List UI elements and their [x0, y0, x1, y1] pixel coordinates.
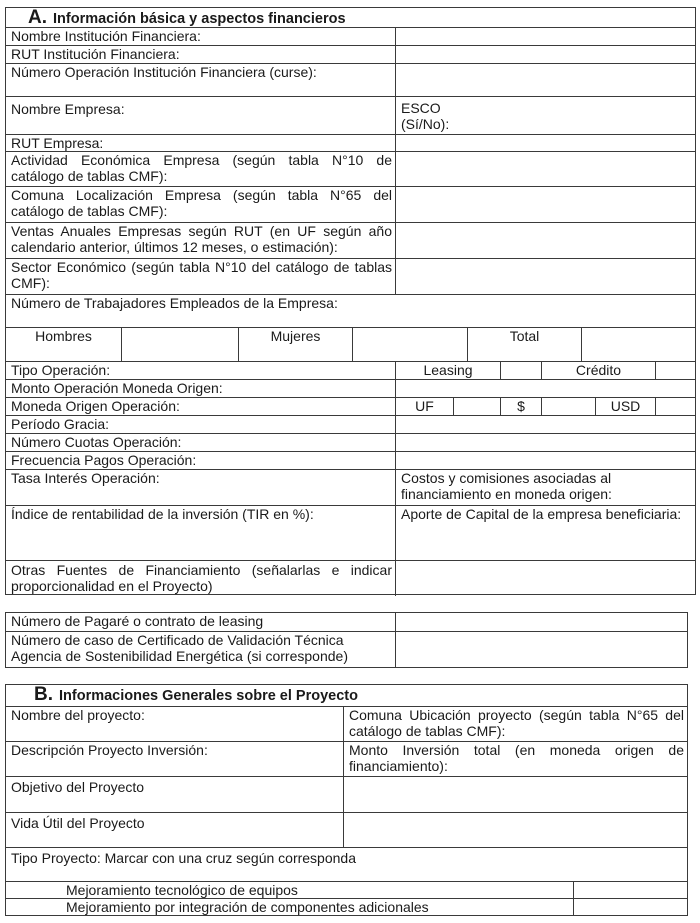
label-descripcion[interactable]: Descripción Proyecto Inversión: [11, 742, 208, 758]
row-numero-caso [6, 631, 687, 667]
esco-field[interactable] [395, 97, 695, 134]
input-numero-pagare[interactable] [395, 613, 687, 631]
section-title: Informaciones Generales sobre el Proyecto [59, 688, 358, 704]
row-numero-cuotas [6, 433, 695, 451]
label-esco: ESCO (Sí/No): [401, 100, 450, 132]
row-periodo-gracia [6, 415, 695, 433]
input-rut-empresa[interactable] [395, 135, 695, 151]
label-sector: Sector Económico (según tabla N°10 del catálogo de tablas CMF): [11, 259, 392, 291]
checkbox-uf[interactable] [453, 398, 500, 415]
row-otras-fuentes [6, 560, 695, 596]
label-hombres: Hombres [35, 328, 92, 344]
row-nombre-empresa [6, 96, 695, 134]
label-pesos: $ [500, 398, 541, 415]
row-tipo-operacion [6, 361, 695, 379]
input-objetivo[interactable] [343, 777, 687, 812]
label-credito: Crédito [541, 362, 655, 379]
section-b-title [6, 685, 687, 706]
input-total[interactable] [581, 328, 695, 361]
label-numero-pagare: Número de Pagaré o contrato de leasing [11, 613, 264, 629]
label-numero-caso: Número de caso de Certificado de Validación Técnica Agencia de Sostenibilidad Energética (si corresponde) [11, 632, 348, 664]
row-ventas [6, 222, 695, 258]
input-frecuencia-pagos[interactable] [395, 452, 695, 469]
label-actividad: Actividad Económica Empresa (según tabla N°10 de catálogo de tablas CMF): [11, 152, 392, 184]
input-sector[interactable] [395, 259, 695, 294]
label-aporte-capital[interactable]: Aporte de Capital de la empresa beneficiaria: [395, 506, 695, 560]
section-title: Información básica y aspectos financieros [53, 11, 346, 27]
section-letter: A. [28, 8, 47, 27]
label-nombre-empresa[interactable]: Nombre Empresa: [11, 101, 125, 117]
label-nombre-proyecto[interactable]: Nombre del proyecto: [11, 707, 145, 723]
input-monto-operacion[interactable] [395, 380, 695, 397]
section-letter: B. [34, 685, 53, 705]
label-tipo-proyecto: Tipo Proyecto: Marcar con una cruz según corresponda [11, 850, 356, 866]
row-descripcion [6, 741, 687, 776]
label-moneda-origen: Moneda Origen Operación: [11, 398, 180, 414]
row-opcion-2 [6, 898, 687, 915]
input-periodo-gracia[interactable] [395, 416, 695, 433]
label-uf: UF [395, 398, 453, 415]
input-hombres[interactable] [121, 328, 238, 361]
checkbox-credito[interactable] [655, 362, 695, 379]
label-trabajadores: Número de Trabajadores Empleados de la Empresa: [11, 295, 338, 311]
input-ventas[interactable] [395, 223, 695, 258]
input-actividad[interactable] [395, 152, 695, 186]
row-monto-operacion [6, 379, 695, 397]
label-costos-comisiones[interactable]: Costos y comisiones asociadas al financiamiento en moneda origen: [395, 470, 695, 505]
input-numero-caso[interactable] [395, 632, 687, 667]
section-a-table [5, 7, 696, 595]
row-moneda-origen [6, 397, 695, 415]
label-rut-institucion: RUT Institución Financiera: [11, 46, 180, 62]
input-rut-institucion[interactable] [395, 46, 695, 63]
section-a-title [6, 8, 695, 27]
row-tasa-interes [6, 469, 695, 505]
label-otras-fuentes: Otras Fuentes de Financiamiento (señalarlas e indicar proporcionalidad en el Proyecto) [11, 562, 392, 594]
row-frecuencia-pagos [6, 451, 695, 469]
row-numero-pagare [6, 613, 687, 631]
label-tipo-operacion: Tipo Operación: [11, 362, 111, 378]
label-mujeres: Mujeres [238, 328, 352, 361]
pagare-table [5, 612, 688, 668]
row-actividad [6, 151, 695, 186]
checkbox-leasing[interactable] [500, 362, 541, 379]
input-comuna[interactable] [395, 187, 695, 222]
input-nombre-institucion[interactable] [395, 28, 695, 45]
row-objetivo [6, 776, 687, 812]
row-sector [6, 258, 695, 294]
checkbox-pesos[interactable] [541, 398, 595, 415]
label-total: Total [467, 328, 581, 361]
row-trabajadores [6, 294, 695, 327]
checkbox-integracion-componentes[interactable] [573, 899, 687, 915]
input-mujeres[interactable] [352, 328, 467, 361]
input-numero-cuotas[interactable] [395, 434, 695, 451]
label-numero-operacion: Número Operación Institución Financiera (curse): [11, 64, 317, 80]
label-ventas: Ventas Anuales Empresas según RUT (en UF según año calendario anterior, últimos 12 meses, o estimación): [11, 223, 392, 255]
label-indice-rentabilidad[interactable]: Índice de rentabilidad de la inversión (TIR en %): [11, 506, 314, 522]
label-comuna: Comuna Localización Empresa (según tabla N°65 del catálogo de tablas CMF): [11, 187, 392, 219]
label-frecuencia-pagos: Frecuencia Pagos Operación: [11, 452, 197, 468]
label-monto-operacion: Monto Operación Moneda Origen: [11, 380, 223, 396]
checkbox-usd[interactable] [655, 398, 695, 415]
label-leasing: Leasing [395, 362, 500, 379]
label-tasa-interes[interactable]: Tasa Interés Operación: [11, 470, 160, 486]
row-genero [6, 327, 695, 361]
label-rut-empresa: RUT Empresa: [11, 135, 104, 151]
input-otras-fuentes[interactable] [395, 561, 695, 596]
label-objetivo: Objetivo del Proyecto [11, 779, 145, 795]
label-opcion-integracion-componentes: Mejoramiento por integración de componentes adicionales [66, 899, 429, 915]
row-nombre-proyecto [6, 706, 687, 741]
checkbox-mejoramiento-tecnologico[interactable] [573, 882, 687, 898]
row-rut-institucion [6, 45, 695, 63]
label-usd: USD [595, 398, 655, 415]
input-vida-util[interactable] [343, 813, 687, 847]
label-nombre-institucion: Nombre Institución Financiera: [11, 28, 201, 44]
row-indice-rentabilidad [6, 505, 695, 560]
section-a-header [6, 8, 695, 27]
section-b-table [5, 684, 688, 916]
row-nombre-institucion [6, 27, 695, 45]
label-opcion-mejoramiento-tecnologico: Mejoramiento tecnológico de equipos [66, 882, 298, 898]
row-rut-empresa [6, 134, 695, 151]
label-monto-inversion[interactable]: Monto Inversión total (en moneda origen de financiamiento): [343, 742, 687, 776]
row-vida-util [6, 812, 687, 847]
section-b-header [6, 685, 687, 706]
label-vida-util: Vida Útil del Proyecto [11, 815, 145, 831]
row-opcion-1 [6, 881, 687, 898]
row-comuna [6, 186, 695, 222]
row-numero-operacion [6, 63, 695, 96]
input-numero-operacion[interactable] [395, 64, 695, 96]
label-numero-cuotas: Número Cuotas Operación: [11, 434, 182, 450]
label-periodo-gracia: Período Gracia: [11, 416, 110, 432]
label-comuna-ubicacion[interactable]: Comuna Ubicación proyecto (según tabla N°65 del catálogo de tablas CMF): [343, 707, 687, 741]
row-tipo-proyecto [6, 847, 687, 881]
